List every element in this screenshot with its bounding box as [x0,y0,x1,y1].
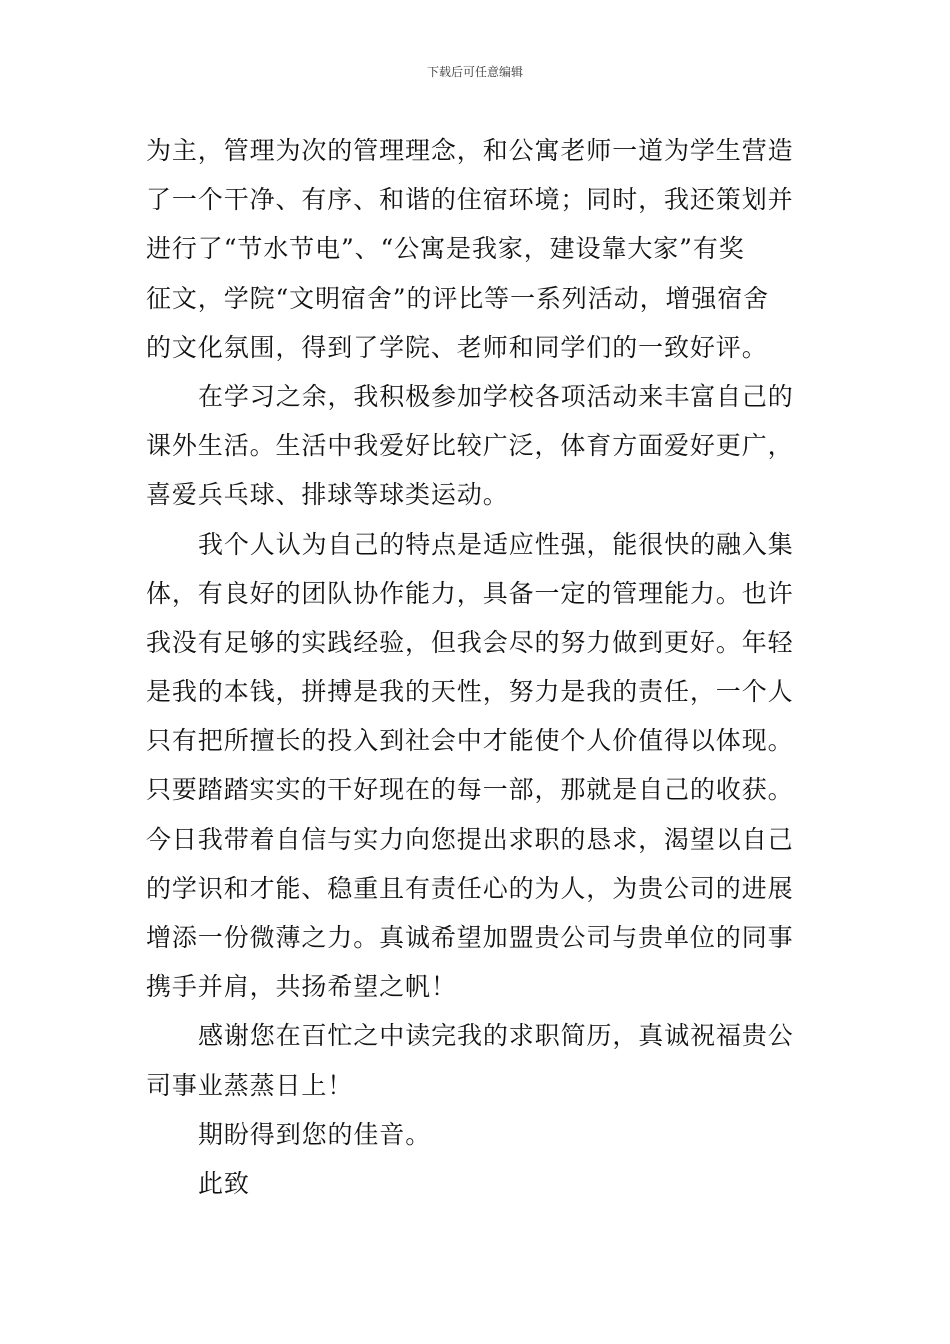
text-line: 此致 [198,1168,250,1198]
text-line: 为主，管理为次的管理理念，和公寓老师一道为学生营造 [146,136,794,165]
document-body [146,126,814,1208]
paragraph [146,520,814,1012]
paragraph [146,1110,814,1159]
text-line: 我个人认为自己的特点是适应性强，能很快的融入集 [198,529,794,559]
text-line: 司事业蒸蒸日上！ [146,1070,354,1100]
paragraph [146,372,814,520]
text-line: 的学识和才能、稳重且有责任心的为人，为贵公司的进展 [146,873,794,903]
text-line: 征文，学院“文明宿舍”的评比等一系列活动，增强宿舍 [146,283,770,313]
text-line: 我没有足够的实践经验，但我会尽的努力做到更好。年轻 [146,627,794,657]
text-line: 课外生活。生活中我爱好比较广泛，体育方面爱好更广， [146,431,794,461]
text-line: 体，有良好的团队协作能力，具备一定的管理能力。也许 [146,578,794,608]
text-line: 携手并肩，共扬希望之帆！ [146,972,457,1002]
text-line: 只有把所擅长的投入到社会中才能使个人价值得以体现。 [146,726,794,756]
text-line: 期盼得到您的佳音。 [198,1119,432,1149]
text-line: 是我的本钱，拼搏是我的天性，努力是我的责任，一个人 [146,677,794,707]
text-line: 喜爱兵乓球、排球等球类运动。 [146,480,509,510]
paragraph [146,126,814,372]
text-line: 今日我带着自信与实力向您提出求职的恳求，渴望以自己 [146,824,794,854]
text-line: 的文化氛围，得到了学院、老师和同学们的一致好评。 [146,332,768,362]
text-line: 只要踏踏实实的干好现在的每一部，那就是自己的收获。 [146,775,794,805]
text-line: 在学习之余，我积极参加学校各项活动来丰富自己的 [198,381,794,411]
paragraph [146,1011,814,1109]
header-note: 下载后可任意编辑 [426,65,523,79]
text-line: 了一个干净、有序、和谐的住宿环境；同时，我还策划并 [146,185,794,215]
text-line: 进行了“节水节电”、“公寓是我家，建设靠大家”有奖 [146,234,745,264]
paragraph [146,1159,814,1208]
text-line: 增添一份微薄之力。真诚希望加盟贵公司与贵单位的同事 [146,923,794,952]
text-line: 感谢您在百忙之中读完我的求职简历，真诚祝福贵公 [198,1021,794,1051]
